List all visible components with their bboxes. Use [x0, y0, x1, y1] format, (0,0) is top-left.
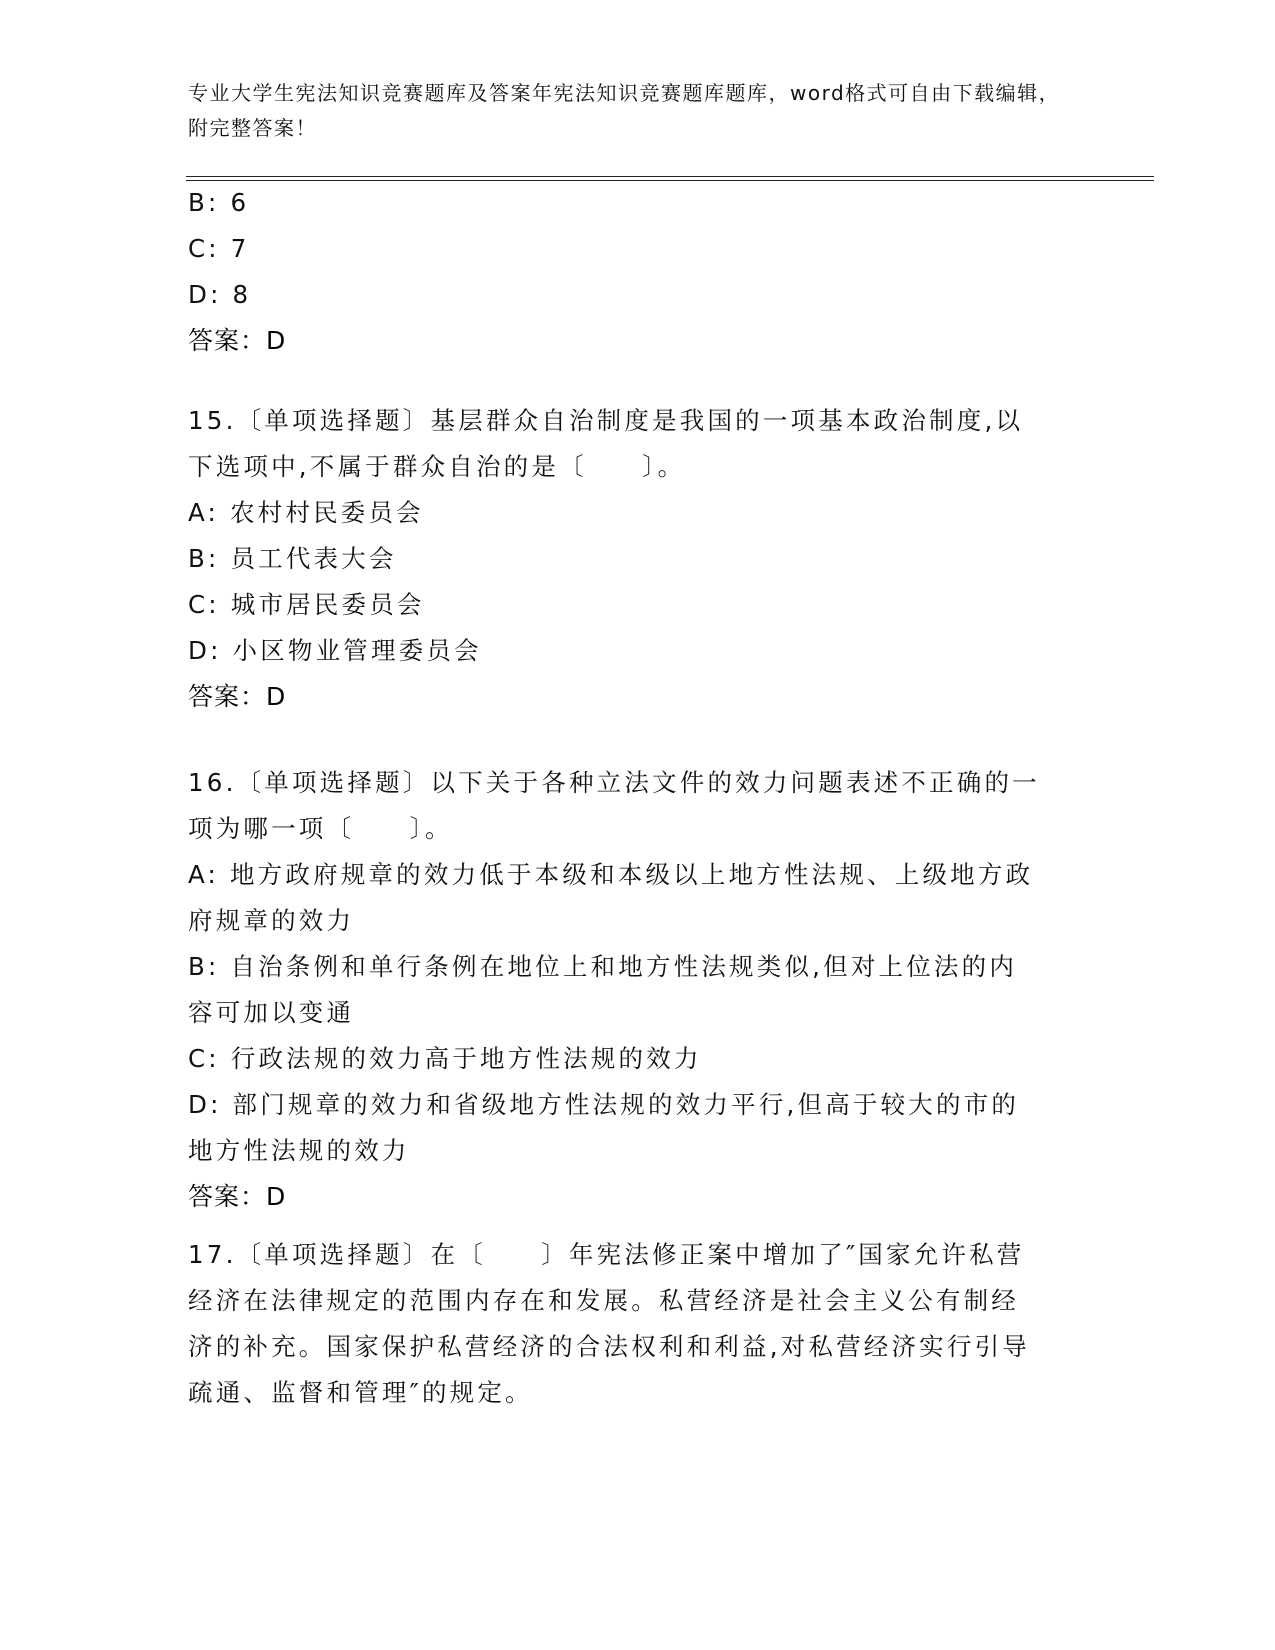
option-c: C: 行政法规的效力高于地方性法规的效力 [188, 1044, 702, 1073]
option-d-cont: 地方性法规的效力 [188, 1136, 410, 1165]
option-b-cont: 容可加以变通 [188, 998, 355, 1027]
answer-line: 答案：D [188, 682, 287, 711]
question-stem: 16.〔单项选择题〕以下关于各种立法文件的效力问题表述不正确的一 [188, 768, 1040, 797]
option-c: C: 城市居民委员会 [188, 590, 425, 619]
question-stem: 17.〔单项选择题〕在〔 〕年宪法修正案中增加了″国家允许私营 [188, 1240, 1025, 1269]
question-16 [188, 760, 1068, 1220]
option-b: B: 自治条例和单行条例在地位上和地方性法规类似,但对上位法的内 [188, 952, 1018, 981]
answer-line: 答案：D [188, 326, 287, 355]
option-a-cont: 府规章的效力 [188, 906, 355, 935]
question-stem-cont: 下选项中,不属于群众自治的是〔 〕。 [188, 452, 686, 481]
question-stem-cont: 疏通、监督和管理″的规定。 [188, 1378, 533, 1407]
question-17 [188, 1232, 1068, 1416]
page-header: 专业大学生宪法知识竞赛题库及答案年宪法知识竞赛题库题库，word格式可自由下载编辑，附完整答案！ [188, 81, 1061, 140]
option-c: C: 7 [188, 234, 250, 263]
question-stem-cont: 项为哪一项〔 〕。 [188, 814, 453, 843]
question-stem: 15.〔单项选择题〕基层群众自治制度是我国的一项基本政治制度,以 [188, 406, 1024, 435]
question-15 [188, 398, 1068, 720]
question-stem-cont: 济的补充。国家保护私营经济的合法权利和利益,对私营经济实行引导 [188, 1332, 1030, 1361]
option-d: D: 8 [188, 280, 252, 309]
option-a: A: 农村村民委员会 [188, 498, 424, 527]
option-b: B: 员工代表大会 [188, 544, 397, 573]
option-b: B: 6 [188, 188, 250, 217]
option-a: A: 地方政府规章的效力低于本级和本级以上地方性法规、上级地方政 [188, 860, 1034, 889]
answer-line: 答案：D [188, 1182, 287, 1211]
question-stem-cont: 经济在法律规定的范围内存在和发展。私营经济是社会主义公有制经 [188, 1286, 1019, 1315]
option-d: D: 小区物业管理委员会 [188, 636, 482, 665]
option-d: D: 部门规章的效力和省级地方性法规的效力平行,但高于较大的市的 [188, 1090, 1020, 1119]
prev-question-options [188, 180, 1068, 364]
